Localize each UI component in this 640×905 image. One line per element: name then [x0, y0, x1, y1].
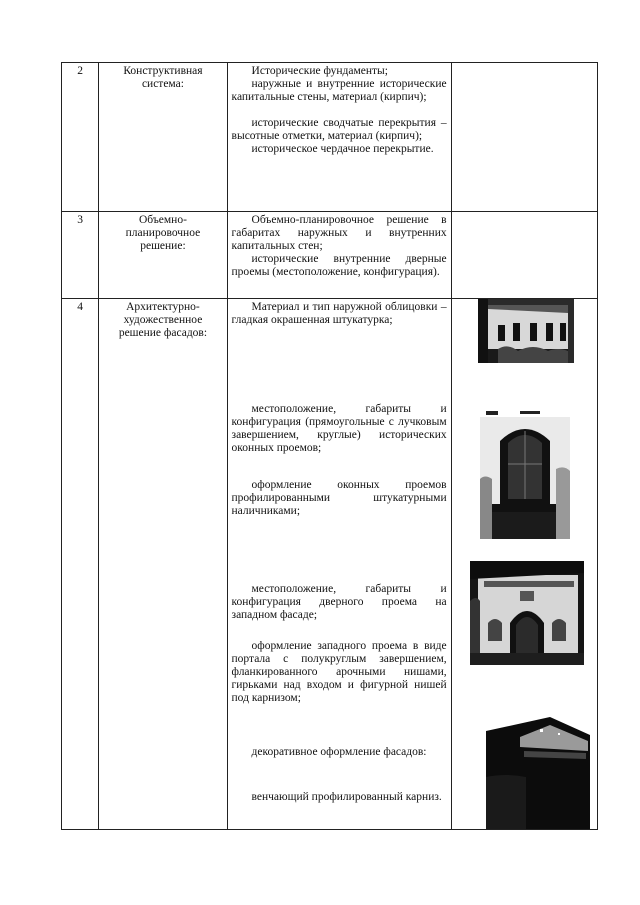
desc-paragraph: Объемно-планировочное решение в габаритах наружных и внутренних капитальных стен;: [231, 214, 447, 252]
row-title: Конструктивная система:: [99, 63, 227, 212]
table-row: [62, 212, 598, 299]
desc-paragraph: местоположение, габариты и конфигурация дверного проема на западном фасаде;: [231, 583, 447, 621]
image-cell: [451, 212, 597, 299]
desc-paragraph: исторические внутренние дверные проемы (местоположение, конфигурация).: [231, 253, 447, 278]
row-title: Объемно-планировочное решение:: [99, 212, 227, 299]
facade-photo: [478, 299, 574, 363]
desc-paragraph: историческое чердачное перекрытие.: [251, 143, 434, 155]
image-cell: [451, 63, 597, 212]
table-row: [62, 299, 598, 830]
desc-paragraph: исторические сводчатые перекрытия – высотные отметки, материал (кирпич);: [231, 117, 447, 142]
desc-paragraph: наружные и внутренние исторические капитальные стены, материал (кирпич);: [231, 78, 447, 103]
monument-table: [61, 62, 598, 830]
desc-paragraph: местоположение, габариты и конфигурация (прямоугольные с лучковым завершением, круглые) исторических оконных проемов;: [231, 403, 447, 454]
row-number: 4: [62, 299, 99, 830]
cornice-photo: [480, 717, 590, 829]
desc-paragraph: оформление оконных проемов профилированными штукатурными наличниками;: [231, 479, 447, 517]
row-number: 2: [62, 63, 99, 212]
window-photo: [480, 409, 570, 539]
desc-paragraph: Исторические фундаменты;: [251, 65, 388, 77]
table-row: [62, 63, 598, 212]
row-description: [227, 212, 451, 299]
row-title: Архитектурно-художественное решение фасадов:: [99, 299, 227, 830]
desc-paragraph: венчающий профилированный карниз.: [251, 791, 442, 803]
desc-paragraph: Материал и тип наружной облицовки – гладкая окрашенная штукатурка;: [231, 301, 447, 326]
row-description: [227, 299, 451, 830]
desc-paragraph: оформление западного проема в виде портала с полукруглым завершением, фланкированного арочными нишами, гирьками над входом и фигурной нишей под карнизом;: [231, 640, 447, 704]
row-description: [227, 63, 451, 212]
row-number: 3: [62, 212, 99, 299]
desc-paragraph: декоративное оформление фасадов:: [251, 746, 427, 758]
portal-photo: [470, 561, 584, 665]
image-cell: [451, 299, 597, 830]
